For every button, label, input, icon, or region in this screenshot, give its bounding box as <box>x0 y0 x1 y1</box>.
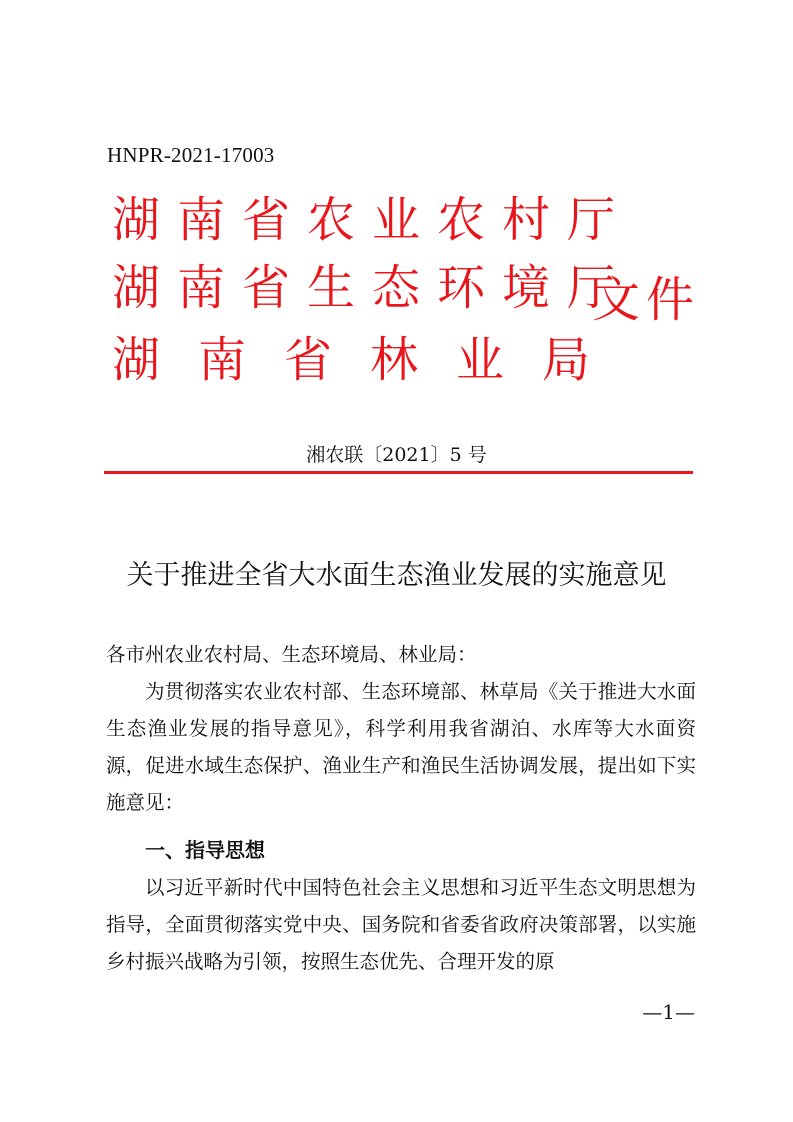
paragraph-intro: 为贯彻落实农业农村部、生态环境部、林草局《关于推进大水面生态渔业发展的指导意见》，科学利用我省湖泊、水库等大水面资源，促进水域生态保护、渔业生产和渔民生活协调发展，提出如下实施意见： <box>106 680 696 814</box>
issuer-forestry: 湖南省林业局 <box>112 332 629 388</box>
issuer-suffix-document: 文件 <box>592 272 701 328</box>
issuer-agriculture: 湖南省农业农村厅 <box>112 192 633 248</box>
issuer-ecology: 湖南省生态环境厅 <box>112 260 633 316</box>
document-number: 湘农联〔2021〕5 号 <box>306 444 487 466</box>
document-title: 关于推进全省大水面生态渔业发展的实施意见 <box>126 560 667 591</box>
section-heading-guiding-ideology: 一、指导思想 <box>145 838 265 862</box>
page-number: —1— <box>642 1000 695 1024</box>
red-separator-line <box>104 471 693 474</box>
addressee: 各市州农业农村局、生态环境局、林业局： <box>106 643 477 666</box>
paragraph-guiding-ideology: 以习近平新时代中国特色社会主义思想和习近平生态文明思想为指导，全面贯彻落实党中央、国务院和省委省政府决策部署，以实施乡村振兴战略为引领，按照生态优先、合理开发的原 <box>106 876 696 973</box>
document-id: HNPR-2021-17003 <box>107 143 275 167</box>
